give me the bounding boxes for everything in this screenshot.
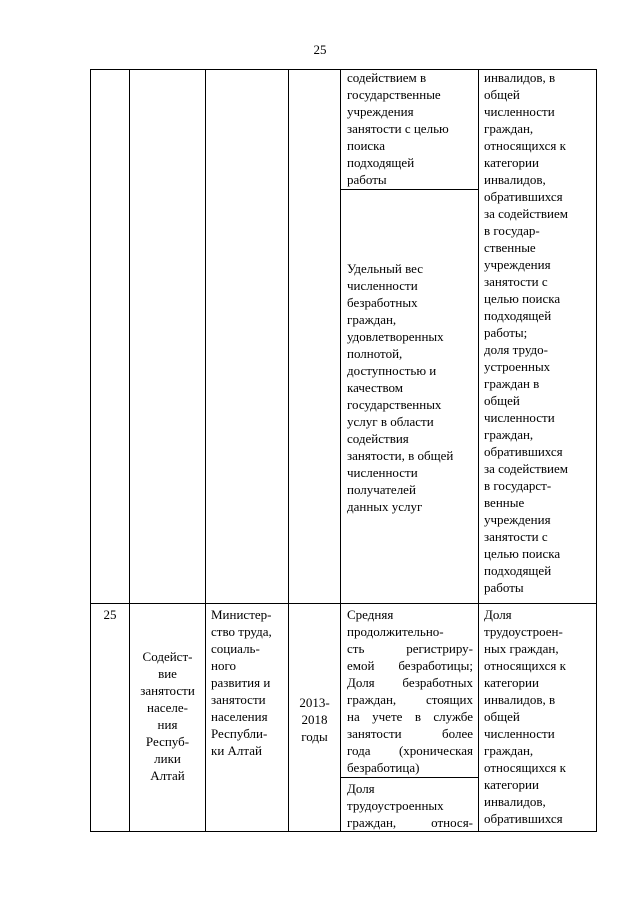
measure-cell-employed: Доля трудоустроенных граждан, относя- <box>347 781 473 830</box>
indicator-cell-continued: инвалидов, в общей численности граждан, относящихся к категории инвалидов, обратившихся за содействием в государ- ственные учреждения занятости с целью поиска подходящей работы; доля трудо- устроенных граждан в общей численности граждан, обратившихся за содействием в государст- венные учреждения занятости с целью поиска подходящей работы <box>484 70 568 595</box>
col-border-0 <box>90 69 91 832</box>
indicator-cell-25: Доля трудоустроен- ных граждан, относящихся к категории инвалидов, в общей численности граждан, относящихся к категории инвалидов, обратившихся <box>484 607 566 826</box>
executor-cell: Министер- ство труда, социаль- ного развития и занятости населения Республи- ки Алтай <box>211 607 272 758</box>
measure-divider-top <box>340 189 478 190</box>
measure-divider-25 <box>340 777 478 778</box>
period-cell: 2013- 2018 годы <box>299 695 330 744</box>
measure-cell-unemployment: Средняя продолжительно- сть регистриру- емой безработицы; Доля безработных граждан, стоящих на учете в службе занятости более года (хроническая безработица) <box>347 607 473 775</box>
row-divider <box>90 603 596 604</box>
col-border-5 <box>478 69 479 832</box>
row-number: 25 <box>103 607 117 622</box>
measure-cell-continued: содействием в государственные учреждения занятости с целью поиска подходящей работы <box>347 70 449 187</box>
col-border-6 <box>596 69 597 832</box>
program-name-cell: Содейст- вие занятости населе- ния Респуб- лики Алтай <box>140 649 195 783</box>
col-border-4 <box>340 69 341 832</box>
table-bottom-border <box>90 831 596 832</box>
col-border-2 <box>205 69 206 832</box>
page-number: 25 <box>313 42 327 57</box>
measure-cell-satisfaction: Удельный вес численности безработных граждан, удовлетворенных полнотой, доступностью и качеством государственных услуг в области содействия занятости, в общей численности получателей данных услуг <box>347 261 454 514</box>
